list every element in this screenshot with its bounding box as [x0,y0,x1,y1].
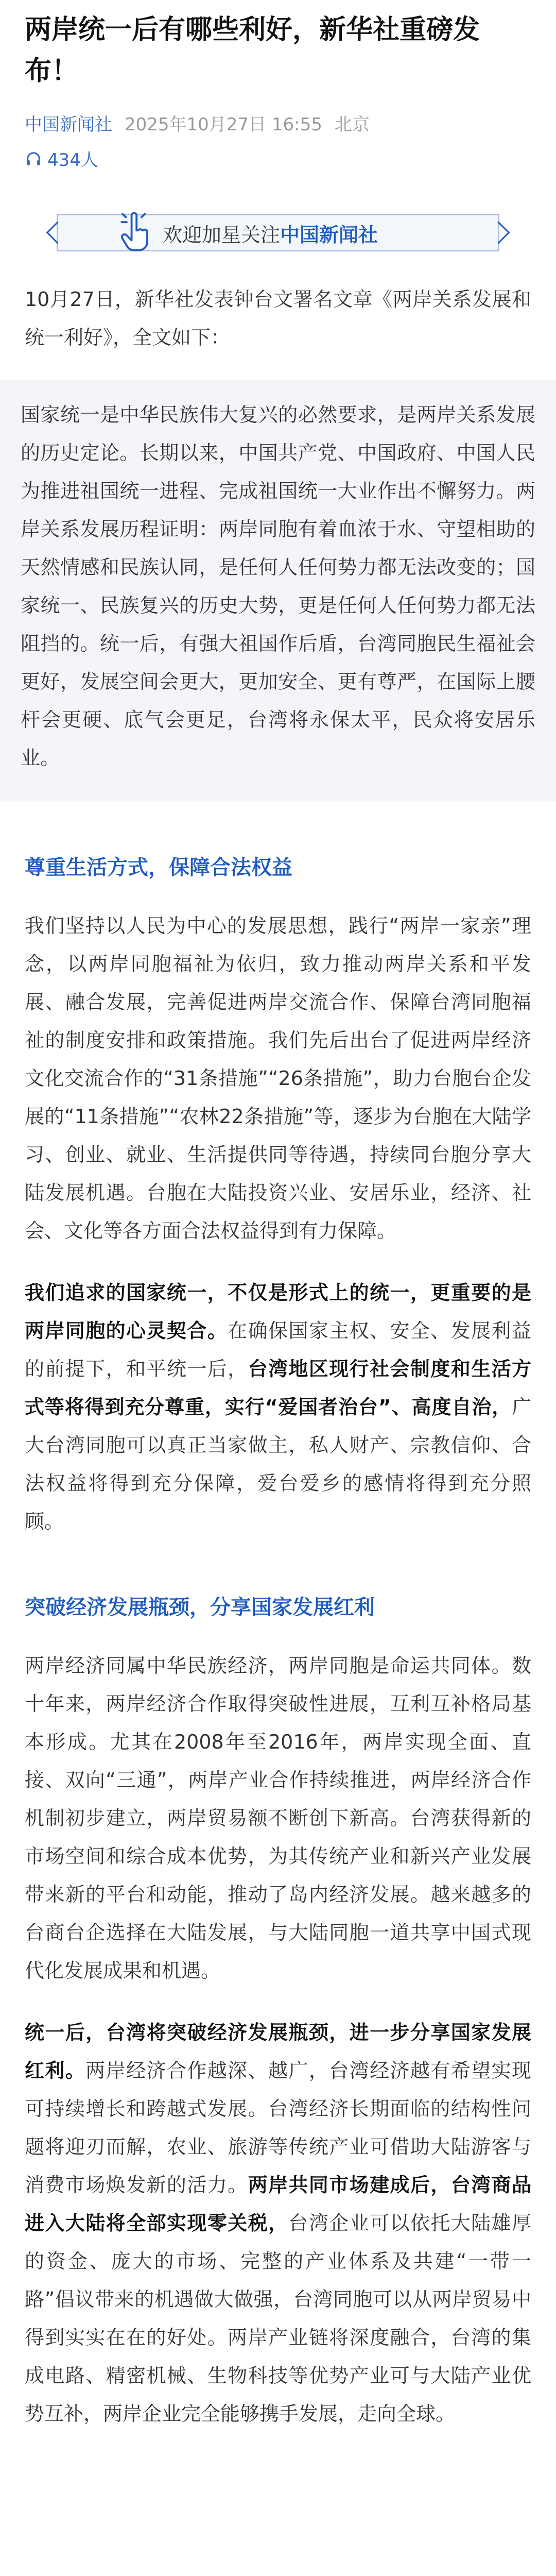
headphones-icon [25,150,42,167]
section-heading-2: 突破经济发展瓶颈，分享国家发展红利 [25,1596,375,1619]
article-meta [25,110,531,135]
quote-block [0,380,556,801]
section-heading-1: 尊重生活方式，保障合法权益 [25,856,292,879]
bold-text: 台湾地区现行社会制度和生活方式等将得到充分尊重，实行“爱国者治台”、高度自治， [25,1358,531,1418]
listener-count: 434人 [47,150,98,171]
body-text: 台湾企业可以依托大陆雄厚的资金、庞大的市场、完整的产业体系及共建“一带一路”倡议带来的机遇做大做强，台湾同胞可以从两岸贸易中得到实实在在的好处。两岸产业链将深度融合，台湾的集成电路、精密机械、生物科技等优势产业可与大陆产业优势互补，两岸企业完全能够携手发展，走向全球。 [25,2212,531,2425]
body-text: 两岸经济合作越深、越广，台湾经济越有希望实现可持续增长和跨越式发展。台湾经济长期面临的结构性问题将迎刃而解，农业、旅游等传统产业可借助大陆游客与消费市场焕发新的活力。 [25,2059,531,2196]
banner-prefix: 欢迎加星关注 [163,223,281,246]
banner-content [118,207,378,259]
intro-paragraph: 10月27日，新华社发表钟台文署名文章《两岸关系发展和统一利好》，全文如下： [25,288,531,349]
banner-brand: 中国新闻社 [280,223,378,246]
publish-location: 北京 [334,114,370,135]
article-title: 两岸统一后有哪些利好，新华社重磅发布！ [25,14,480,87]
listen-count[interactable] [25,146,531,171]
quote-paragraph: 国家统一是中华民族伟大复兴的必然要求，是两岸关系发展的历史定论。长期以来，中国共产党、中国政府、中国人民为推进祖国统一进程、完成祖国统一大业作出不懈努力。两岸关系发展历程证明：两岸同胞有着血浓于水、守望相助的天然情感和民族认同，是任何人任何势力都无法改变的；国家统一、民族复兴的历史大势，更是任何人任何势力都无法阻挡的。统一后，有强大祖国作后盾，台湾同胞民生福祉会更好，发展空间会更大，更加安全、更有尊严，在国际上腰杆会更硬、底气会更足，台湾将永保太平，民众将安居乐业。 [21,403,535,769]
bold-text: 我们追求的国家统一，不仅是形式上的统一，更重要的是两岸同胞的心灵契合。 [25,1281,531,1342]
body-text: 广大台湾同胞可以真正当家做主，私人财产、宗教信仰、合法权益将得到充分保障，爱台爱乡的感情将得到充分照顾。 [25,1396,531,1533]
source-link[interactable]: 中国新闻社 [25,114,112,135]
pointing-hand-icon [118,212,151,253]
follow-banner[interactable] [57,207,499,257]
publish-date: 2025年10月27日 16:55 [125,114,322,135]
section-2-paragraph-2 [25,2013,531,2433]
bold-text: 两岸共同市场建成后，台湾商品进入大陆将全部实现零关税， [25,2174,531,2234]
section-2-paragraph-1: 两岸经济同属中华民族经济，两岸同胞是命运共同体。数十年来，两岸经济合作取得突破性进展，互利互补格局基本形成。尤其在2008年至2016年，两岸实现全面、直接、双向“三通”，两岸产业合作持续推进，两岸经济合作机制初步建立，两岸贸易额不断创下新高。台湾获得新的市场空间和综合成本优势，为其传统产业和新兴产业发展带来新的平台和动能，推动了岛内经济发展。越来越多的台商台企选择在大陆发展，与大陆同胞一道共享中国式现代化发展成果和机遇。 [25,1654,531,1982]
section-1-paragraph-2 [25,1274,531,1540]
body-text: 在确保国家主权、安全、发展利益的前提下，和平统一后， [25,1319,531,1380]
bold-text: 统一后，台湾将突破经济发展瓶颈，进一步分享国家发展红利。 [25,2021,531,2082]
section-1-paragraph-1: 我们坚持以人民为中心的发展思想，践行“两岸一家亲”理念，以两岸同胞福祉为依归，致力推动两岸关系和平发展、融合发展，完善促进两岸交流合作、保障台湾同胞福祉的制度安排和政策措施。我们先后出台了促进两岸经济文化交流合作的“31条措施”“26条措施”，助力台胞台企发展的“11条措施”“农林22条措施”等，逐步为台胞在大陆学习、创业、就业、生活提供同等待遇，持续同台胞分享大陆发展机遇。台胞在大陆投资兴业、安居乐业，经济、社会、文化等各方面合法权益得到有力保障。 [25,914,531,1242]
